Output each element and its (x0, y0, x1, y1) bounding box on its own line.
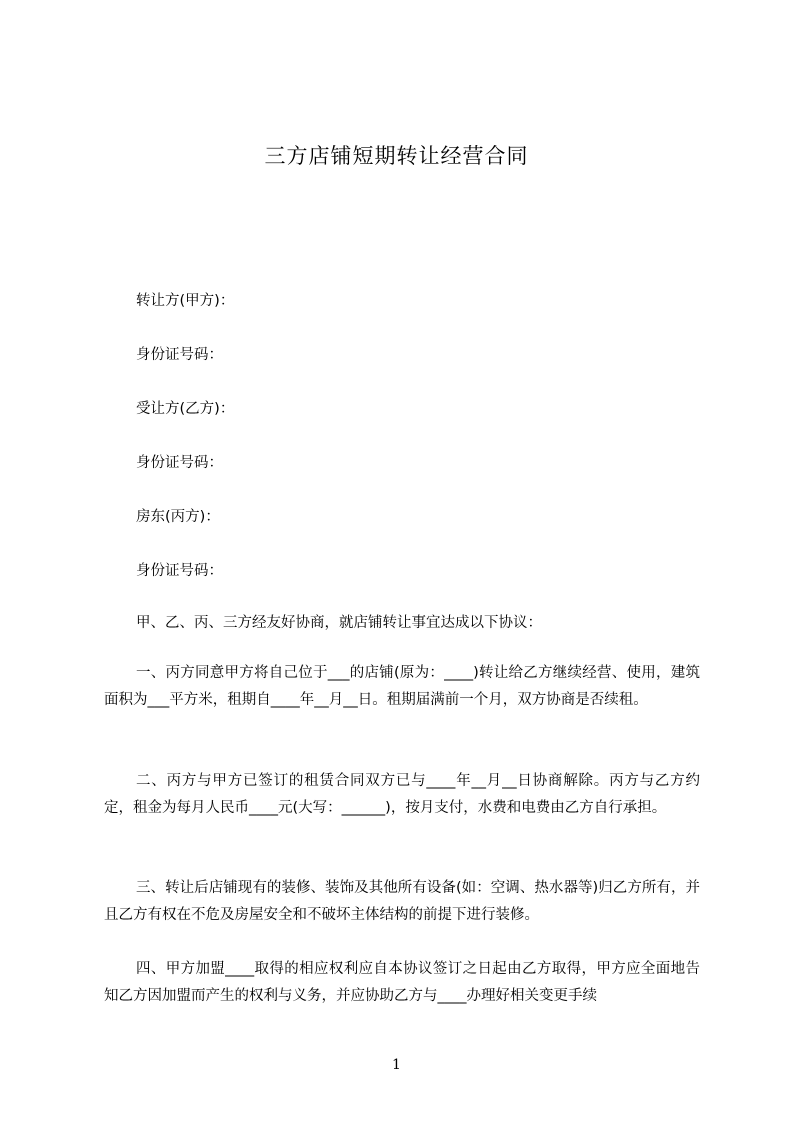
transferor-id-field: 身份证号码： (136, 347, 223, 363)
clause-2: 二、丙方与甲方已签订的租赁合同双方已与____年__月__日协商解除。丙方与乙方约定，租金为每月人民币____元(大写：______)，按月支付，水费和电费由乙方自行承担。 (104, 773, 700, 816)
agreement-intro: 甲、乙、丙、三方经友好协商，就店铺转让事宜达成以下协议： (136, 615, 542, 631)
transferor-field: 转让方(甲方)： (136, 293, 235, 309)
page-number: 1 (392, 1057, 401, 1073)
clause-1: 一、丙方同意甲方将自己位于___的店铺(原为：____)转让给乙方继续经营、使用，建筑面积为___平方米，租期自____年__月__日。租期届满前一个月，双方协商是否续租。 (104, 665, 700, 708)
transferee-field: 受让方(乙方)： (136, 401, 235, 417)
landlord-id-field: 身份证号码： (136, 563, 223, 579)
document-title: 三方店铺短期转让经营合同 (264, 144, 529, 168)
clause-3: 三、转让后店铺现有的装修、装饰及其他所有设备(如：空调、热水器等)归乙方所有，并且乙方有权在不危及房屋安全和不破坏主体结构的前提下进行装修。 (104, 880, 700, 923)
transferee-id-field: 身份证号码： (136, 455, 223, 471)
landlord-field: 房东(丙方)： (136, 509, 220, 525)
clause-4: 四、甲方加盟____取得的相应权利应自本协议签订之日起由乙方取得，甲方应全面地告知乙方因加盟而产生的权利与义务，并应协助乙方与____办理好相关变更手续 (104, 961, 700, 1004)
